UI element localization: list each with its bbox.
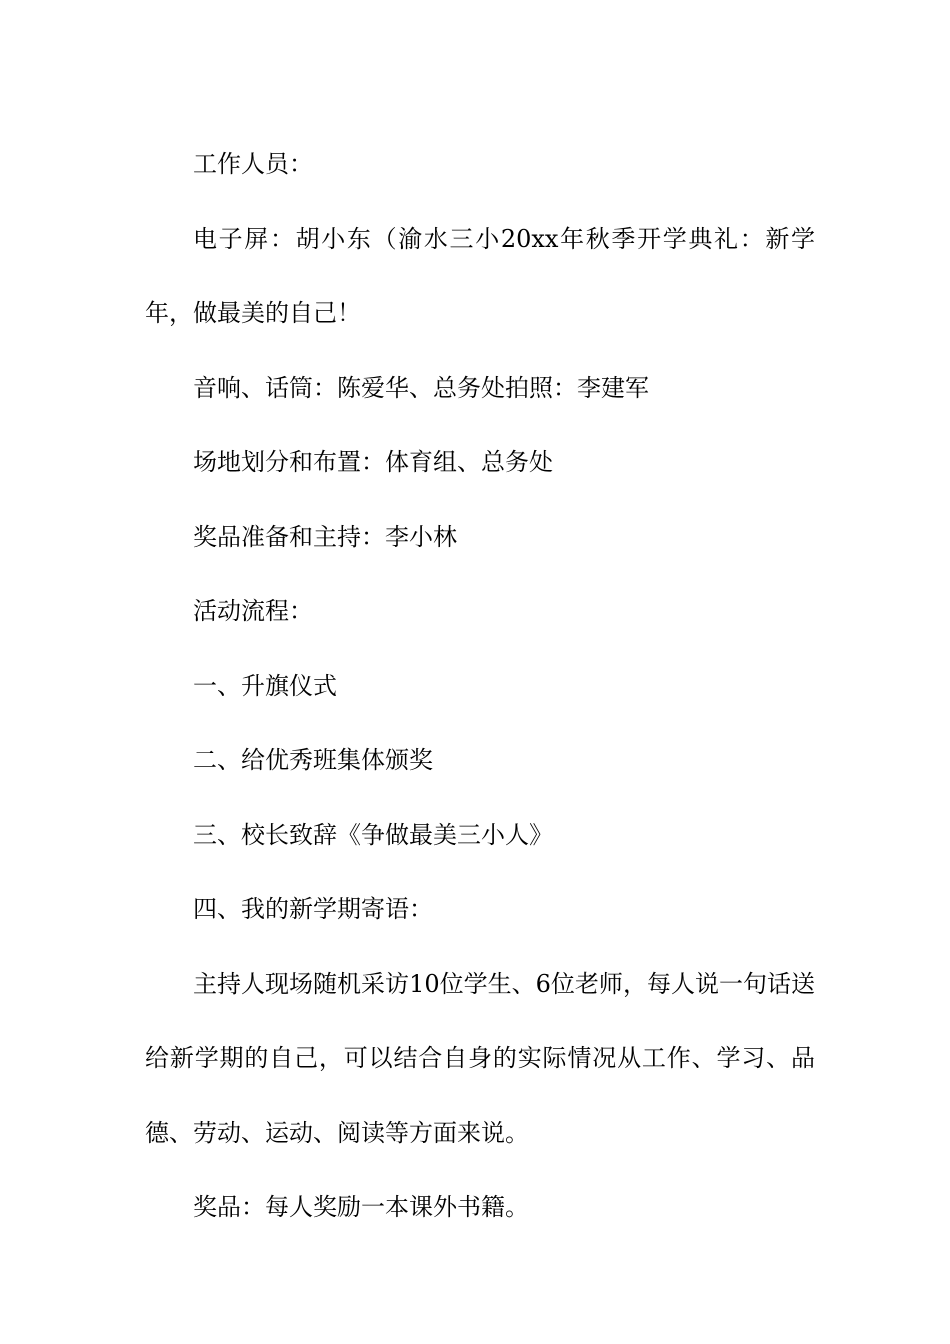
paragraph-step-2: 二、给优秀班集体颁奖 <box>193 746 433 774</box>
paragraph-staff-heading: 工作人员： <box>193 150 313 178</box>
document-body <box>145 127 815 1245</box>
paragraph-step-3: 三、校长致辞《争做最美三小人》 <box>193 820 553 849</box>
paragraph-audio-photo: 音响、话筒：陈爱华、总务处拍照：李建军 <box>193 373 649 402</box>
paragraph-screen: 电子屏：胡小东（渝水三小20xx年秋季开学典礼：新学年，做最美的自己！ <box>145 224 815 327</box>
paragraph-venue: 场地划分和布置：体育组、总务处 <box>193 448 553 476</box>
paragraph-prize: 奖品：每人奖励一本课外书籍。 <box>193 1193 529 1221</box>
paragraph-step-1: 一、升旗仪式 <box>193 671 337 700</box>
paragraph-prizes-host: 奖品准备和主持：李小林 <box>193 522 457 551</box>
paragraph-interview: 主持人现场随机采访10位学生、6位老师，每人说一句话送给新学期的自己，可以结合自身的实际情况从工作、学习、品德、劳动、运动、阅读等方面来说。 <box>145 969 815 1147</box>
paragraph-process-heading: 活动流程： <box>193 597 313 625</box>
paragraph-step-4: 四、我的新学期寄语： <box>193 895 433 923</box>
